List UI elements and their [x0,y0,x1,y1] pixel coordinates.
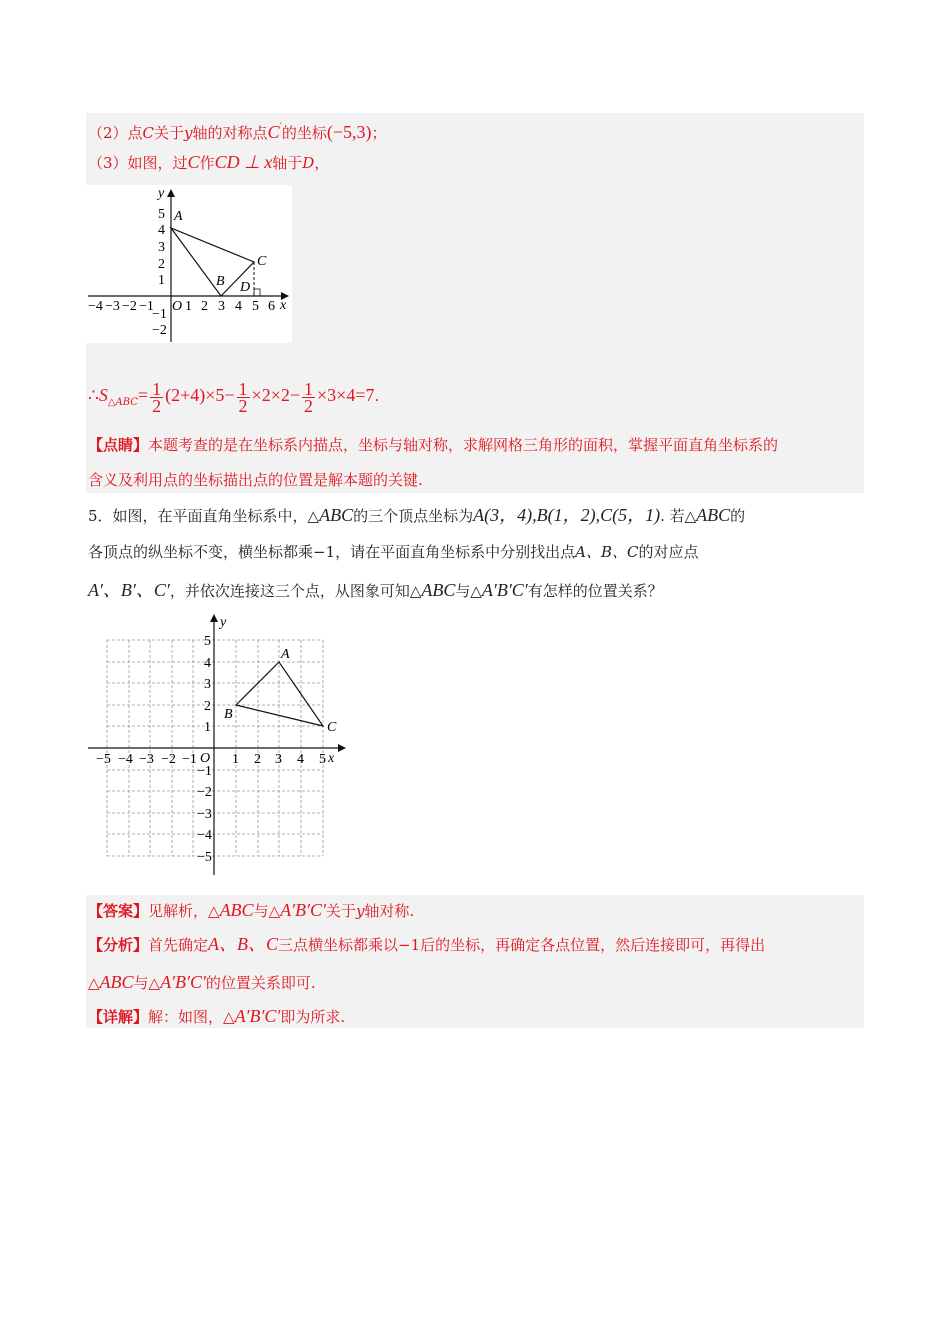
graph2-xtick: −4 [118,752,133,767]
graph2-ytick: 3 [204,677,211,692]
graph1-point-d: D [240,280,251,295]
graph2-xtick: −1 [182,752,197,767]
graph2-xtick: 3 [275,752,282,767]
part3-line: （3）如图，过C作CD ⊥ x轴于D， [88,152,330,172]
q5-line2: 各顶点的纵坐标不变，横坐标都乘−1，请在平面直角坐标系中分别找出点A、B、C的对应点 [88,543,699,561]
graph1-xtick: 1 [185,299,192,314]
area-formula: $\therefore S_{\triangle ABC}=$ $\frac{1}{2}$ (2+4)×5− $\frac{1}{2}$ ×2×2− $\frac{1}{2}$ ×3×4=7. [88,378,380,416]
graph2-xtick: 2 [254,752,261,767]
fraction-half-3: $\frac{1}{2}$ [304,378,314,416]
graph1-xtick: −3 [105,299,120,314]
graph2-origin: O [200,751,211,766]
graph1-point-b: B [216,274,225,289]
graph1-xtick: 5 [252,299,259,314]
coordinate-graph-2 [86,610,356,880]
graph1-xtick: 2 [201,299,208,314]
graph1-ytick: 2 [158,257,165,272]
graph2-xtick: −3 [139,752,154,767]
graph2-x-label: x [328,751,335,766]
q5-line3: A′、B′、C′，并依次连接这三个点，从图象可知△ABC与△A′B′C′有怎样的位置关系？ [88,580,663,600]
fraction-half-2: $\frac{1}{2}$ [238,378,248,416]
graph2-ytick: −3 [197,807,212,822]
graph2-x-arrow [338,744,346,752]
analysis-line1: 【分析】首先确定A、B、C三点横坐标都乘以−1后的坐标，再确定各点位置，然后连接即可，再得出 [88,934,766,954]
answer-line: 【答案】见解析，△ABC与△A′B′C′关于y轴对称. [88,900,415,920]
fraction-half-1: $\frac{1}{2}$ [152,378,162,416]
graph1-xtick: −2 [122,299,137,314]
graph2-ytick: −4 [197,828,212,843]
part2-line: （2）点C关于y轴的对称点C′的坐标(−5,3)； [88,122,387,142]
graph1-ytick: −2 [152,323,167,338]
graph1-ytick: −1 [152,307,167,322]
graph1-ytick: 4 [158,223,165,238]
graph1-xtick: −1 [139,299,154,314]
graph2-ytick: 4 [204,656,211,671]
graph2-xtick: 5 [319,752,326,767]
graph1-origin: O [172,299,183,314]
graph1-xtick: 3 [218,299,225,314]
graph1-ytick: 1 [158,273,165,288]
graph1-y-label: y [158,186,165,201]
graph1-ytick: 5 [158,207,165,222]
graph2-y-label: y [220,615,227,630]
graph2-xtick: 1 [232,752,239,767]
graph2-ytick: −1 [197,764,212,779]
graph2-xtick: −5 [96,752,111,767]
graph2-y-ticks [197,634,212,865]
graph2-xtick: 4 [297,752,304,767]
graph2-xtick: −2 [161,752,176,767]
graph2-point-a: A [281,647,290,662]
graph2-ytick: 1 [204,720,211,735]
graph1-x-label: x [280,298,287,313]
graph2-point-c: C [327,720,337,735]
graph2-triangle-abc [236,662,323,726]
graph2-ytick: 2 [204,699,211,714]
graph1-point-a: A [174,209,183,224]
graph2-ytick: −5 [197,850,212,865]
q5-line1: 5．如图，在平面直角坐标系中，△ABC的三个顶点坐标为A(3，4),B(1，2),C(5，1). 若△ABC的 [88,505,746,525]
graph2-point-b: B [224,707,233,722]
detail-line: 【详解】解：如图，△A′B′C′即为所求. [88,1006,346,1026]
graph1-xtick: 6 [268,299,275,314]
coordinate-graph-1 [86,185,292,343]
dianjing-line1: 【点睛】本题考查的是在坐标系内描点，坐标与轴对称，求解网格三角形的面积，掌握平面直角坐标系的 [88,436,779,454]
graph2-y-arrow [210,614,218,622]
graph1-xtick: 4 [235,299,242,314]
analysis-line2: △ABC与△A′B′C′的位置关系即可. [88,972,316,992]
graph1-point-c: C [257,254,267,269]
graph1-ytick: 3 [158,240,165,255]
graph2-ytick: 5 [204,634,211,649]
graph2-ytick: −2 [197,785,212,800]
graph1-xtick: −4 [88,299,103,314]
dianjing-line2: 含义及利用点的坐标描出点的位置是解本题的关键. [88,471,423,489]
